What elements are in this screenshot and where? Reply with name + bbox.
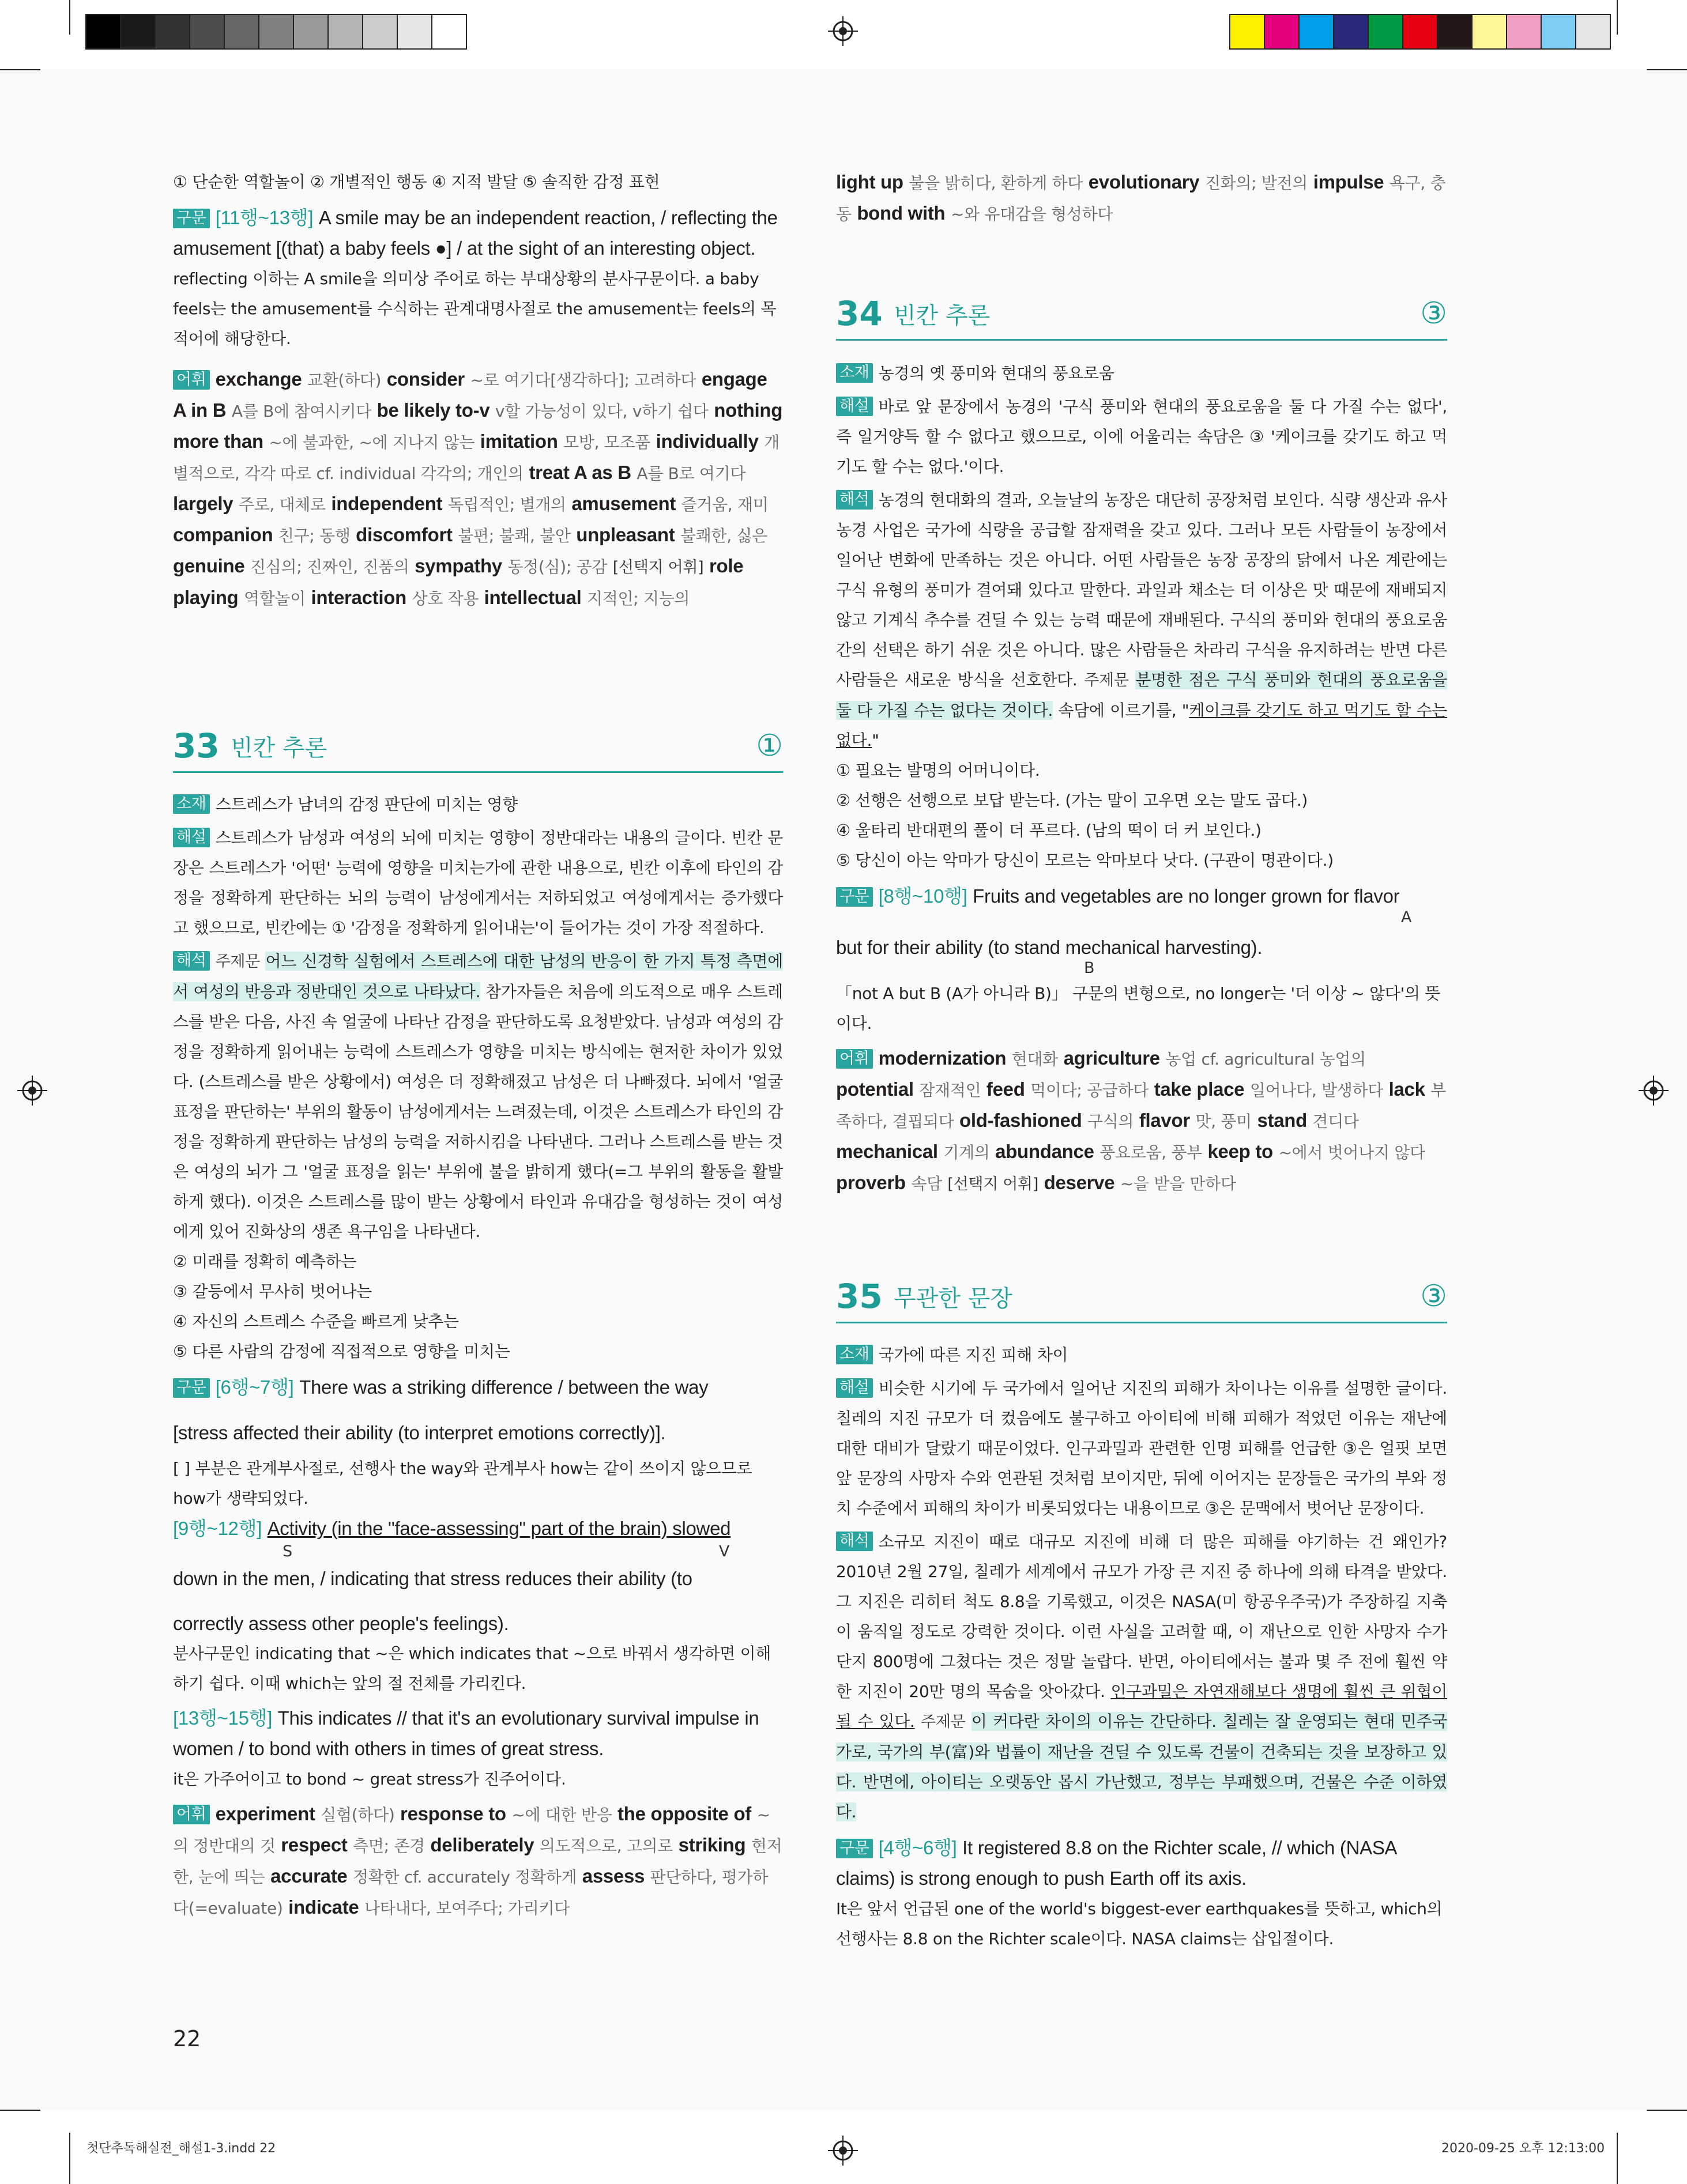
vocab-word: abundance	[995, 1141, 1094, 1162]
color-swatch	[224, 14, 259, 50]
haeseok-text: 소규모 지진이 때로 대규모 지진에 비해 더 많은 피해를 야기하는 건 왜인가? 2010년 2월 27일, 칠레가 세계에서 규모가 가장 큰 지진 중 하나에 의해 타격을 받았다. 그 지진은 리히터 척도 8.8을 기록했고, 이것은 NASA(미 항공우주국)가 주장하길 지축이 움직일 정도로 강력한 것이다. 이런 사실을 고려할 때, 이 재난으로 인한 사망자 수가 단지 800명에 그쳤다는 것은 정말 놀랍다. 반면, 아이티에서는 불과 몇 주 전에 훨씬 약한 지진이 20만 명의 목숨을 앗아갔다.	[836, 1532, 1447, 1701]
g-33-2	[173, 1514, 783, 1544]
answer-badge: ③	[1420, 296, 1447, 331]
vocab-meaning: 나타내다, 보여주다; 가리키다	[364, 1899, 570, 1918]
g-sentence-part: Activity (in the "face-assessing" part of the brain) slowed	[267, 1518, 731, 1539]
g-note: It은 앞서 언급된 one of the world's biggest-ever earthquakes를 뜻하고, which의 선행사는 8.8 on the Richter scale이다. NASA claims는 삽입절이다.	[836, 1899, 1443, 1948]
vocab-meaning: ~에서 벗어나지 않다	[1278, 1143, 1425, 1162]
g-35	[836, 1833, 1447, 1894]
vocab-meaning: 불을 밝히다, 환하게 하다	[909, 173, 1083, 193]
vocab-word: intellectual	[484, 587, 582, 608]
section-number: 34	[836, 294, 883, 333]
right-column-top	[836, 167, 1447, 229]
vocab-word: be likely to-v	[376, 399, 490, 421]
vocab-meaning: 풍요로움, 풍부	[1099, 1143, 1202, 1162]
sojae-35	[836, 1340, 1447, 1370]
vocab-word: unpleasant	[576, 524, 675, 545]
line-ref: [8행~10행]	[878, 885, 967, 907]
g1-block	[173, 203, 783, 264]
vocab-word: agriculture	[1063, 1047, 1160, 1069]
haeseol-tag: 해설	[836, 397, 873, 416]
haeseok-33	[173, 946, 783, 1247]
sojae-tag: 소재	[173, 794, 210, 814]
g1-sentence: A smile may be an independent reaction, / reflecting the amusement [(that) a baby feels ●] / at the sight of an interesting object.	[173, 207, 778, 259]
eohwi-tag: 어휘	[836, 1049, 873, 1069]
vocab-word: treat A as B	[529, 462, 631, 483]
vocab-meaning: 개별적으로, 각각 따로 cf. individual 각각의; 개인의	[173, 433, 780, 483]
sojae-text: 국가에 따른 지진 피해 차이	[878, 1345, 1068, 1364]
vocab-word: striking	[678, 1834, 746, 1855]
color-swatch	[1333, 14, 1369, 50]
vocab-meaning: 불쾌한, 싫은	[680, 526, 767, 545]
color-swatch	[155, 14, 190, 50]
haeseok-tag: 해석	[836, 490, 873, 510]
color-swatch	[1437, 14, 1473, 50]
vocab-meaning: 주로, 대체로	[238, 495, 326, 514]
vocab-list-34	[836, 1043, 1447, 1199]
vocab-meaning: A를 B에 참여시키다	[231, 402, 372, 421]
section-34-header	[836, 288, 1447, 341]
vocab-meaning: ~을 받을 만하다	[1120, 1174, 1236, 1193]
vocab-word: assess	[582, 1865, 645, 1887]
verb-mark: V	[718, 1542, 730, 1560]
vocab-word: genuine	[173, 555, 245, 576]
vocab-meaning: 현대화	[1011, 1050, 1058, 1069]
vocab-meaning: 맛, 풍미	[1195, 1112, 1252, 1131]
sojae-text: 스트레스가 남녀의 감정 판단에 미치는 영향	[215, 795, 518, 814]
vocab-meaning: 독립적인; 별개의	[447, 495, 566, 514]
vocab-word: light up	[836, 171, 903, 193]
choice-item: ② 선행은 선행으로 보답 받는다. (가는 말이 고우면 오는 말도 곱다.)	[836, 791, 1308, 810]
vocab-word: modernization	[878, 1047, 1007, 1069]
choice-item: ④ 자신의 스트레스 수준을 빠르게 낮추는	[173, 1312, 459, 1331]
g-sentence-part: down in the men, / indicating that stress reduces their ability (to	[173, 1568, 692, 1589]
choice-item: ② 미래를 정확히 예측하는	[173, 1252, 357, 1271]
vocab-word: imitation	[480, 431, 558, 452]
vocab-meaning: ~로 여기다[생각하다]; 고려하다	[470, 371, 696, 390]
haeseol-34	[836, 392, 1447, 482]
vocab-meaning: A를 B로 여기다	[637, 464, 746, 483]
vocab-word: independent	[331, 493, 443, 514]
eohwi-tag: 어휘	[173, 370, 210, 390]
vocab-meaning: 모방, 모조품	[563, 433, 651, 452]
vocab-word: mechanical	[836, 1141, 938, 1162]
color-swatch	[1402, 14, 1438, 50]
section-title: 빈칸 추론	[894, 302, 991, 329]
haeseol-tag: 해설	[836, 1378, 873, 1398]
crop-mark	[69, 2133, 70, 2184]
vocab-word: stand	[1257, 1110, 1307, 1131]
g-sentence-part: There was a striking difference / between the way	[299, 1376, 709, 1398]
color-swatch	[431, 14, 467, 50]
color-swatch	[1541, 14, 1576, 50]
vocab-meaning: 진심의; 진짜인, 진품의	[250, 557, 409, 576]
gumun-tag: 구문	[173, 209, 210, 228]
vocab-meaning: 잠재적인	[919, 1081, 981, 1100]
mark-b: B	[1084, 959, 1095, 977]
vocab-meaning: 동정(심); 공감	[507, 557, 608, 576]
gumun-tag: 구문	[836, 887, 873, 907]
vocab-list-33-cont	[836, 167, 1447, 229]
vocab-meaning: 의도적으로, 고의로	[539, 1836, 673, 1855]
choice-vocab-label: [선택지 어휘]	[612, 559, 704, 576]
sojae-tag: 소재	[836, 363, 873, 383]
vocab-word: take place	[1154, 1078, 1245, 1100]
footer-datetime: 2020-09-25 오후 12:13:00	[1441, 2141, 1605, 2156]
vocab-word: flavor	[1139, 1110, 1190, 1131]
mark-a: A	[1401, 908, 1412, 926]
color-bar-gray	[86, 14, 467, 50]
vocab-meaning: 구식의	[1087, 1112, 1134, 1131]
haeseol-tag: 해설	[173, 828, 210, 847]
line-ref: [13행~15행]	[173, 1707, 273, 1729]
section-35-header	[836, 1271, 1447, 1323]
section-35-body	[836, 1340, 1447, 1954]
g-sentence: It registered 8.8 on the Richter scale, // which (NASA claims) is strong enough to push Earth off its axis.	[836, 1837, 1396, 1889]
vocab-meaning: 부족하다, 결핍되다	[836, 1081, 1446, 1131]
g-note: 「not A but B (A가 아니라 B)」 구문의 변형으로, no longer는 '더 이상 ~ 않다'의 뜻이다.	[836, 984, 1441, 1033]
juje-label: 주제문	[921, 1713, 966, 1731]
section-number: 35	[836, 1277, 883, 1316]
gumun-tag: 구문	[173, 1378, 210, 1398]
vocab-word: evolutionary	[1088, 171, 1200, 193]
vocab-word: discomfort	[356, 524, 453, 545]
vocab-word: keep to	[1207, 1141, 1273, 1162]
juje-label: 주제문	[1084, 672, 1129, 689]
vocab-meaning: 일어나다, 발생하다	[1249, 1081, 1384, 1100]
crop-mark	[1617, 2133, 1618, 2184]
vocab-meaning: ~에 대한 반응	[511, 1805, 612, 1824]
topic-sentence: 분명한 점은 구식 풍미와 현대의 풍요로움을 둘 다 가질 수는 없다는 것이다.	[836, 670, 1447, 720]
vocab-meaning: v할 가능성이 있다, v하기 쉽다	[495, 402, 709, 421]
g-33-3	[173, 1703, 783, 1764]
vocab-meaning: 정확한 cf. accurately 정확하게	[353, 1868, 577, 1887]
vocab-meaning: 욕구, 충동	[836, 173, 1446, 224]
line-ref: [6행~7행]	[215, 1376, 294, 1398]
answer-badge: ③	[1420, 1279, 1447, 1314]
vocab-meaning: 즐거움, 재미	[681, 495, 769, 514]
choice-item: ④ 울타리 반대편의 풀이 더 푸르다. (남의 떡이 더 커 보인다.)	[836, 821, 1262, 840]
sojae-33	[173, 790, 783, 820]
registration-mark-icon	[828, 2136, 858, 2166]
choice-item: ③ 갈등에서 무사히 벗어나는	[173, 1282, 372, 1301]
color-swatch	[189, 14, 225, 50]
crop-mark	[0, 2110, 40, 2111]
haeseol-35	[836, 1374, 1447, 1523]
vocab-meaning: 기계의	[943, 1143, 990, 1162]
crop-mark	[1647, 2110, 1687, 2111]
vocab-word: nothing more than	[173, 399, 783, 452]
color-bar-cmyk	[1230, 14, 1611, 50]
g-note: it은 가주어이고 to bond ~ great stress가 진주어이다.	[173, 1770, 566, 1789]
sojae-text: 농경의 옛 풍미와 현대의 풍요로움	[878, 364, 1114, 383]
vocab-word: indicate	[288, 1896, 359, 1918]
vocab-word: experiment	[215, 1803, 315, 1824]
sojae-34	[836, 359, 1447, 388]
color-swatch	[1575, 14, 1611, 50]
line-ref: [4행~6행]	[878, 1837, 957, 1858]
section-title: 빈칸 추론	[231, 734, 327, 761]
vocab-word: potential	[836, 1078, 914, 1100]
color-swatch	[362, 14, 398, 50]
vocab-meaning: 속담	[911, 1174, 942, 1193]
choice-item: ① 필요는 발명의 어머니이다.	[836, 761, 1040, 780]
page-number: 22	[173, 2026, 201, 2051]
registration-mark-icon	[828, 16, 858, 46]
subject-mark: S	[283, 1542, 292, 1560]
vocab-meaning: 먹이다; 공급하다	[1030, 1081, 1149, 1100]
choice-item: ⑤ 당신이 아는 악마가 당신이 모르는 악마보다 낫다. (구관이 명관이다.)	[836, 851, 1334, 870]
q32-choices: ① 단순한 역할놀이 ② 개별적인 행동 ④ 지적 발달 ⑤ 솔직한 감정 표현	[173, 172, 660, 191]
choices-34	[836, 756, 1447, 876]
sv-marks	[283, 1544, 783, 1559]
topic-sentence: 어느 신경학 실험에서 스트레스에 대한 남성의 반응이 한 가지 특정 측면에서 여성의 반응과 정반대인 것으로 나타났다.	[173, 952, 783, 1001]
choice-item: ⑤ 다른 사람의 감정에 직접적으로 영향을 미치는	[173, 1342, 510, 1361]
line-ref: [9행~12행]	[173, 1518, 262, 1539]
crop-mark	[0, 69, 40, 70]
footer-file: 첫단추독해실전_해설1-3.indd 22	[86, 2141, 276, 2156]
proverb-quote: 케이크를 갖기도 하고 먹기도 할 수는 없다.	[836, 701, 1447, 750]
g-sentence-part: [stress affected their ability (to interpret emotions correctly)].	[173, 1422, 666, 1443]
sojae-tag: 소재	[836, 1345, 873, 1364]
vocab-word: lack	[1388, 1078, 1425, 1100]
haeseok-text: 참가자들은 처음에 의도적으로 매우 스트레스를 받은 다음, 사진 속 얼굴에 나타난 감정을 판단하도록 요청받았다. 남성과 여성의 감정을 정확하게 읽어내는 능력에 스트레스가 영향을 미치는 방식에는 현저한 차이가 있었다. (스트레스를 받은 상황에서) 여성은 더 정확해졌고 남성은 더 나빠졌다. 뇌에서 '얼굴표정을 판단하는' 부위의 활동이 남성에게서는 느려졌는데, 이것은 스트레스가 타인의 감정을 정확하게 판단하는 남성의 능력을 저하시킴을 나타낸다. 그러나 스트레스를 받는 것은 여성의 뇌가 그 '얼굴 표정을 읽는' 부위에 불을 밝히게 했다(=그 부위의 활동을 활발하게 했다). 이것은 스트레스를 많이 받는 상황에서 타인과 유대감을 형성하는 것이 여성에게 있어 진화상의 생존 욕구임을 나타낸다.	[173, 982, 783, 1241]
vocab-word: respect	[281, 1834, 348, 1855]
color-swatch	[327, 14, 363, 50]
color-swatch	[293, 14, 329, 50]
vocab-word: engage A in B	[173, 368, 767, 421]
haeseok-tag: 해석	[173, 951, 210, 971]
vocab-meaning: 농업 cf. agricultural 농업의	[1165, 1050, 1366, 1069]
haeseok-text: 농경의 현대화의 결과, 오늘날의 농장은 대단히 공장처럼 보인다. 식량 생산과 유사 농경 사업은 국가에 식량을 공급할 잠재력을 갖고 있다. 그러나 모든 사람들이 농장에서 일어난 변화에 만족하는 것은 아니다. 어떤 사람들은 농장 공장의 닭에서 나온 계란에는 구식 유형의 풍미가 결여돼 있다고 말한다. 과일과 채소는 더 이상은 맛 때문에 재배되지 않고 기계식 추수를 견딜 수 있는 능력 때문에 재배된다. 구식의 풍미와 현대의 풍요로움 간의 선택은 하기 쉬운 것은 아니다. 많은 사람들은 차라리 구식을 유지하려는 반면 다른 사람들은 새로운 방식을 선호한다.	[836, 491, 1447, 689]
haeseol-text: 비슷한 시기에 두 국가에서 일어난 지진의 피해가 차이나는 이유를 설명한 글이다. 칠레의 지진 규모가 더 컸음에도 불구하고 아이티에 비해 피해가 적었던 이유는 재난에 대한 대비가 달랐기 때문이었다. 인구과밀과 관련한 인명 피해를 언급한 ③은 얼핏 보면 앞 문장의 사망자 수와 연관된 것처럼 보이지만, 뒤에 이어지는 문장들은 국가의 부와 정치 수준에서 피해의 차이가 비롯되었다는 내용이므로 ③은 문맥에서 벗어난 문장이다.	[836, 1379, 1447, 1518]
color-swatch	[1264, 14, 1300, 50]
vocab-meaning: ~에 불과한, ~에 지나지 않는	[269, 433, 475, 452]
choice-vocab-label: [선택지 어휘]	[947, 1175, 1039, 1193]
vocab-word: old-fashioned	[959, 1110, 1082, 1131]
vocab-meaning: 현저한, 눈에 띄는	[173, 1836, 782, 1887]
vocab-word: interaction	[311, 587, 406, 608]
left-column	[173, 167, 783, 614]
color-swatch	[397, 14, 432, 50]
g-note: 분사구문인 indicating that ~은 which indicates that ~으로 바꿔서 생각하면 이해하기 쉽다. 이때 which는 앞의 절 전체를 가리킨다.	[173, 1644, 771, 1693]
haeseok-text: 속담에 이르기를, "	[1058, 701, 1189, 720]
vocab-word: response to	[400, 1803, 506, 1824]
color-swatch	[120, 14, 156, 50]
juje-label: 주제문	[215, 953, 260, 971]
g-sentence-part: but for their ability (to stand mechanical harvesting).	[836, 937, 1263, 958]
vocab-meaning: ~의 정반대의 것	[173, 1805, 770, 1855]
crop-mark	[1617, 0, 1618, 35]
section-33-body	[173, 790, 783, 1923]
crop-mark	[1647, 69, 1687, 70]
registration-mark-icon	[1639, 1076, 1669, 1106]
vocab-meaning: 측면; 존경	[353, 1836, 425, 1855]
haeseok-35	[836, 1527, 1447, 1827]
g-sentence-part: Fruits and vegetables are no longer grown for flavor	[973, 885, 1400, 907]
g1-note: reflecting 이하는 A smile을 의미상 주어로 하는 부대상황의 분사구문이다. a baby feels는 the amusement를 수식하는 관계대명사절로 the amusement는 feels의 목적어에 해당한다.	[173, 269, 777, 348]
registration-mark-icon	[17, 1076, 47, 1106]
vocab-word: proverb	[836, 1172, 906, 1193]
answer-badge: ①	[756, 729, 783, 763]
color-swatch	[1471, 14, 1507, 50]
gumun-tag: 구문	[836, 1839, 873, 1858]
g-sentence: This indicates // that it's an evolutionary survival impulse in women / to bond with others in times of great stress.	[173, 1707, 759, 1759]
eohwi-tag: 어휘	[173, 1805, 210, 1824]
g-note: [ ] 부분은 관계부사절로, 선행사 the way와 관계부사 how는 같이 쓰이지 않으므로 how가 생략되었다.	[173, 1459, 752, 1508]
vocab-word: consider	[386, 368, 465, 390]
line-ref: [11행~13행]	[215, 207, 314, 228]
haeseol-text: 스트레스가 남성과 여성의 뇌에 미치는 영향이 정반대라는 내용의 글이다. 빈칸 문장은 스트레스가 '어떤' 능력에 영향을 미치는가에 관한 내용으로, 빈칸 이후에 타인의 감정을 정확하게 판단하는 뇌의 능력이 남성에게서는 저하되었고 여성에게서는 증가했다고 했으므로, 빈칸에는 ① '감정을 정확하게 읽어내는'이 들어가는 것이 가장 적절하다.	[173, 828, 783, 937]
vocab-word: largely	[173, 493, 234, 514]
haeseok-tag: 해석	[836, 1532, 873, 1551]
vocab-word: deserve	[1044, 1172, 1115, 1193]
vocab-word: bond with	[857, 202, 946, 224]
vocab-meaning: 실험(하다)	[321, 1805, 395, 1824]
vocab-word: role playing	[173, 555, 744, 608]
haeseok-34	[836, 485, 1447, 756]
vocab-word: feed	[986, 1078, 1025, 1100]
vocab-meaning: 교환(하다)	[307, 371, 382, 390]
g-sentence-part: correctly assess other people's feelings).	[173, 1613, 509, 1634]
vocab-meaning: 지적인; 지능의	[587, 589, 690, 608]
haeseok-text: "	[872, 731, 879, 750]
vocab-meaning: 불편; 불쾌, 불안	[458, 526, 571, 545]
color-swatch	[258, 14, 294, 50]
vocab-meaning: 판단하다, 평가하다(=evaluate)	[173, 1868, 769, 1918]
g-33-1	[173, 1372, 783, 1403]
vocab-meaning: ~와 유대감을 형성하다	[950, 205, 1113, 224]
section-33-header	[173, 721, 783, 773]
color-swatch	[1229, 14, 1265, 50]
crop-mark	[69, 0, 70, 35]
vocab-word: accurate	[270, 1865, 348, 1887]
irrelevant-sentence: 인구과밀은 자연재해보다 생명에 훨씬 큰 위협이 될 수 있다.	[836, 1682, 1447, 1731]
vocab-meaning: 진화의; 발전의	[1204, 173, 1308, 193]
color-swatch	[85, 14, 121, 50]
section-title: 무관한 문장	[894, 1285, 1012, 1312]
topic-sentence: 이 커다란 차이의 이유는 간단하다. 칠레는 잘 운영되는 현대 민주국가로, 국가의 부(富)와 법률이 재난을 견딜 수 있도록 건물이 건축되는 것을 보장하고 있다. 반면에, 아이티는 오랫동안 몹시 가난했고, 정부는 부패했으며, 건물은 수준 이하였다.	[836, 1712, 1447, 1821]
vocab-word: the opposite of	[617, 1803, 751, 1824]
haeseol-33	[173, 823, 783, 943]
g-34	[836, 881, 1447, 912]
color-swatch	[1298, 14, 1334, 50]
vocab-word: exchange	[215, 368, 302, 390]
vocab-word: sympathy	[415, 555, 502, 576]
vocab-word: companion	[173, 524, 273, 545]
vocab-meaning: 견디다	[1312, 1112, 1359, 1131]
vocab-word: deliberately	[430, 1834, 534, 1855]
section-number: 33	[173, 726, 220, 765]
section-34-body	[836, 359, 1447, 1199]
vocab-word: amusement	[571, 493, 676, 514]
vocab-list-32	[173, 364, 783, 614]
color-swatch	[1506, 14, 1542, 50]
choices-33	[173, 1247, 783, 1367]
vocab-word: impulse	[1313, 171, 1384, 193]
haeseol-text: 바로 앞 문장에서 농경의 '구식 풍미와 현대의 풍요로움을 둘 다 가질 수는 없다', 즉 일거양득 할 수 없다고 했으므로, 이에 어울리는 속담은 ③ '케이크를 갖기도 하고 먹기도 할 수는 없다.'이다.	[836, 397, 1447, 476]
vocab-list-33	[173, 1799, 783, 1923]
vocab-meaning: 역할놀이	[243, 589, 306, 608]
color-swatch	[1368, 14, 1403, 50]
vocab-meaning: 상호 작용	[412, 589, 479, 608]
vocab-word: individually	[656, 431, 759, 452]
vocab-meaning: 친구; 동행	[278, 526, 351, 545]
